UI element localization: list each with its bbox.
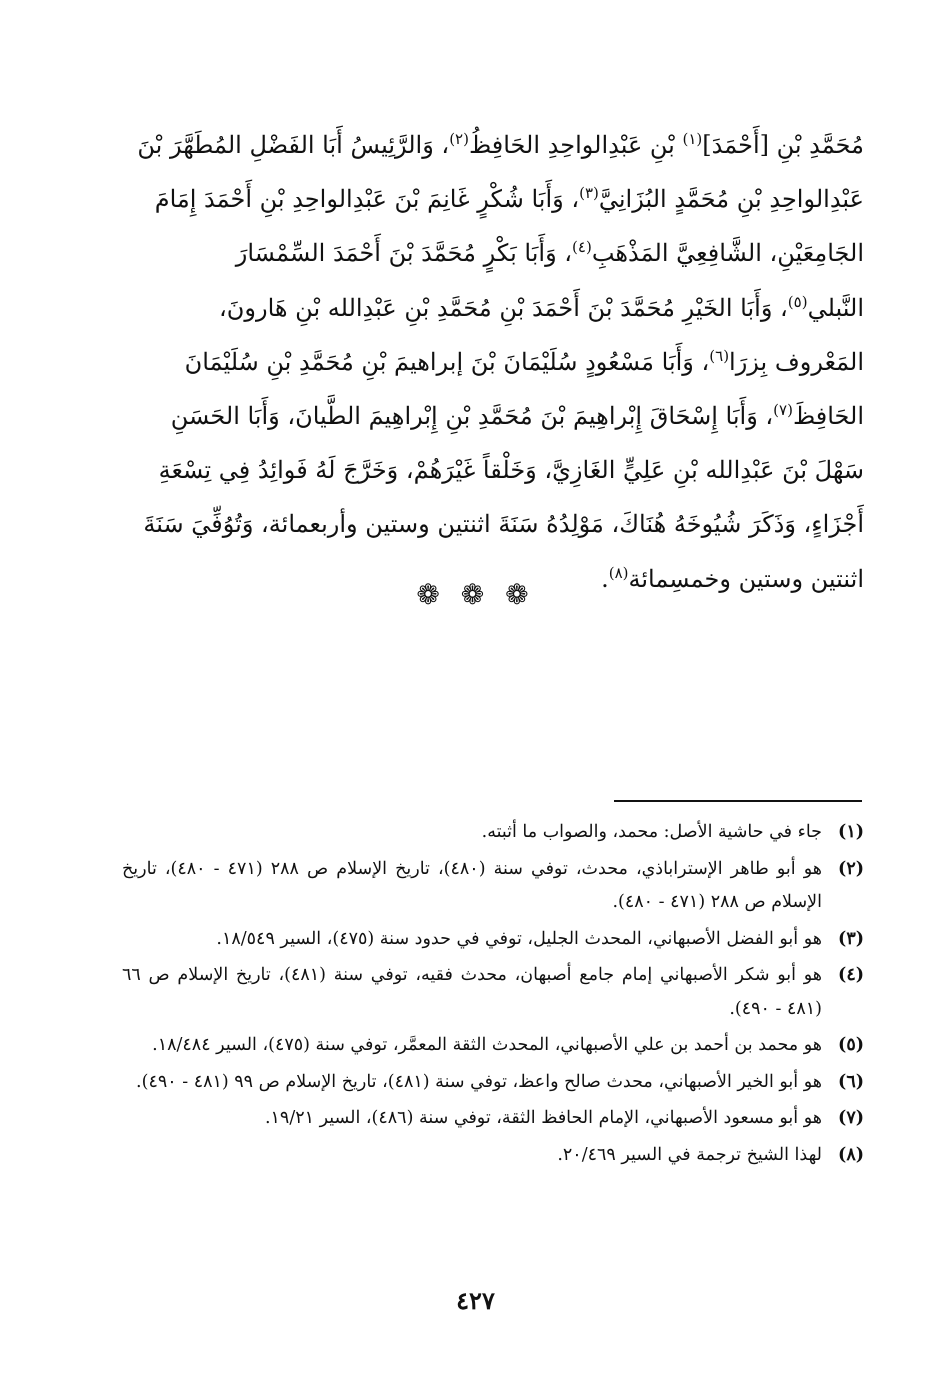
body-text-segment: ، وَأَبَا مَسْعُودٍ سُلَيْمَانَ بْنَ إبراهيمَ بْنِ مُحَمَّدِ بْنِ سُلَيْمَانَ xyxy=(184,347,710,376)
body-text-segment: ، وَأَبَا شُكْرٍ غَانِمَ بْنَ عَبْدِالواحِدِ بْنِ أَحْمَدَ إِمَامَ xyxy=(154,185,580,214)
footnote-item xyxy=(122,1139,864,1173)
page-number: ٤٢٧ xyxy=(456,1286,495,1315)
body-text-segment: أَجْزَاءٍ، وَذَكَرَ شُيُوخَهُ هُنَاكَ، مَوْلِدُهُ سَنَةَ اثنتين وستين وأربعمائة، وَتُوُفِّيَ سَنَةَ xyxy=(143,510,864,539)
body-text-segment: ، وَالرَّئِيسُ أَبَا الفَضْلِ المُطَهَّرَ بْنَ xyxy=(137,131,450,159)
main-text-block xyxy=(120,118,864,606)
footnote-marker: (٦) xyxy=(838,1071,864,1092)
footnote-reference[interactable]: (٥) xyxy=(787,292,808,311)
body-line xyxy=(120,281,864,335)
body-text-segment: الجَامِعَيْنِ، الشَّافِعِيَّ المَذْهَبِ xyxy=(591,239,864,268)
footnote-text: هو أبو مسعود الأصبهاني، الإمام الحافظ الثقة، توفي سنة (٤٨٦)، السير ١٩/٢١. xyxy=(264,1108,822,1128)
body-text-segment: الحَافِظَ xyxy=(792,402,864,431)
footnote-text: هو أبو الخير الأصبهاني، محدث صالح واعظ، توفي سنة (٤٨١)، تاريخ الإسلام ص ٩٩ (٤٨١ - ٤٩٠). xyxy=(136,1071,822,1092)
footnote-reference[interactable]: (٦) xyxy=(709,346,730,365)
body-text-segment: ، وَأَبَا الخَيْرِ مُحَمَّدَ بْنَ أَحْمَدَ بْنِ مُحَمَّدِ بْنِ عَبْدِالله بْنِ هَارونَ، xyxy=(219,293,788,322)
footnote-item xyxy=(122,816,864,850)
body-text-segment: النَّبلي xyxy=(807,293,864,322)
footnote-reference[interactable]: (٨) xyxy=(608,563,629,582)
footnote-text: هو محمد بن أحمد بن علي الأصبهاني، المحدث الثقة المعمَّر، توفي سنة (٤٧٥)، السير ١٨/٤٨٤. xyxy=(152,1035,822,1055)
body-line xyxy=(120,443,864,497)
footnote-marker: (٣) xyxy=(838,928,864,949)
footnote-text: لهذا الشيخ ترجمة في السير ٢٠/٤٦٩. xyxy=(557,1144,822,1165)
footnote-reference[interactable]: (٤) xyxy=(572,238,592,257)
footnote-marker: (١) xyxy=(838,822,864,842)
body-line xyxy=(120,226,864,280)
footnote-text: هو أبو شكر الأصبهاني إمام جامع أصبهان، محدث فقيه، توفي سنة (٤٨١)، تاريخ الإسلام ص ٦٦ (٤٨١ - ٤٩٠). xyxy=(122,965,822,1019)
body-text-segment: المَعْروف بِزرَا xyxy=(729,347,864,376)
footnote-item xyxy=(122,853,864,920)
footnote-reference[interactable]: (١) xyxy=(682,130,703,148)
footnote-text: هو أبو الفضل الأصبهاني، المحدث الجليل، توفي في حدود سنة (٤٧٥)، السير ١٨/٥٤٩. xyxy=(216,928,822,949)
section-ornaments xyxy=(0,578,951,611)
footnote-item xyxy=(122,959,864,1026)
footnote-item xyxy=(122,1102,864,1136)
footnote-marker: (٧) xyxy=(838,1108,864,1128)
footnote-reference[interactable]: (٣) xyxy=(579,184,599,203)
body-text-segment: ، وَأَبَا بَكْرٍ مُحَمَّدَ بْنَ أَحْمَدَ السِّمْسَارَ xyxy=(235,239,573,268)
footnotes-list xyxy=(122,816,864,1175)
body-text-segment: ، وَأَبَا إِسْحَاقَ إِبْراهِيمَ بْنَ مُحَمَّدِ بْنِ إِبْراهِيمَ الطَّيانَ، وَأَبَا الحَسَنِ xyxy=(170,402,774,431)
footnote-item xyxy=(122,1029,864,1063)
ornament-divider: ❁ ❁ ❁ xyxy=(416,578,535,611)
footnote-text: هو أبو طاهر الإستراباذي، محدث، توفي سنة (٤٨٠)، تاريخ الإسلام ص ٢٨٨ (٤٧١ - ٤٨٠)، تاريخ الإسلام ص ٢٨٨ (٤٧١ - ٤٨٠). xyxy=(122,858,823,912)
body-line xyxy=(120,389,864,443)
body-line xyxy=(120,497,864,551)
body-text-segment: . xyxy=(601,564,609,593)
body-text-segment: عَبْدِالواحِدِ بْنِ مُحَمَّدٍ البُزَانِيَّ xyxy=(598,185,864,214)
body-line xyxy=(120,118,864,172)
body-line xyxy=(120,172,864,226)
footnote-item xyxy=(122,923,864,957)
footnote-marker: (٨) xyxy=(838,1144,864,1165)
footnote-marker: (٢) xyxy=(838,858,864,879)
footnote-item xyxy=(122,1066,864,1100)
body-text-segment: اثنتين وستين وخمسِمائة xyxy=(628,564,864,593)
body-text-segment: بْنِ عَبْدِالواحِدِ الحَافِظُ xyxy=(468,131,683,159)
footnote-text: جاء في حاشية الأصل: محمد، والصواب ما أثبته. xyxy=(481,822,822,842)
footnote-marker: (٥) xyxy=(838,1035,864,1055)
footnote-separator-line xyxy=(614,800,862,802)
footnote-marker: (٤) xyxy=(838,965,864,985)
body-text-segment: سَهْلَ بْنَ عَبْدِالله بْنِ عَلِيٍّ الغَازِيَّ، وَخَلْقاً غَيْرَهُمْ، وَخَرَّجَ لَهُ فَوائِدُ فِي تِسْعَةِ xyxy=(158,456,864,485)
footnote-reference[interactable]: (٢) xyxy=(449,130,469,148)
footnote-reference[interactable]: (٧) xyxy=(773,401,793,420)
body-line xyxy=(120,335,864,389)
body-text-segment: مُحَمَّدِ بْنِ [أَحْمَدَ] xyxy=(702,131,864,159)
